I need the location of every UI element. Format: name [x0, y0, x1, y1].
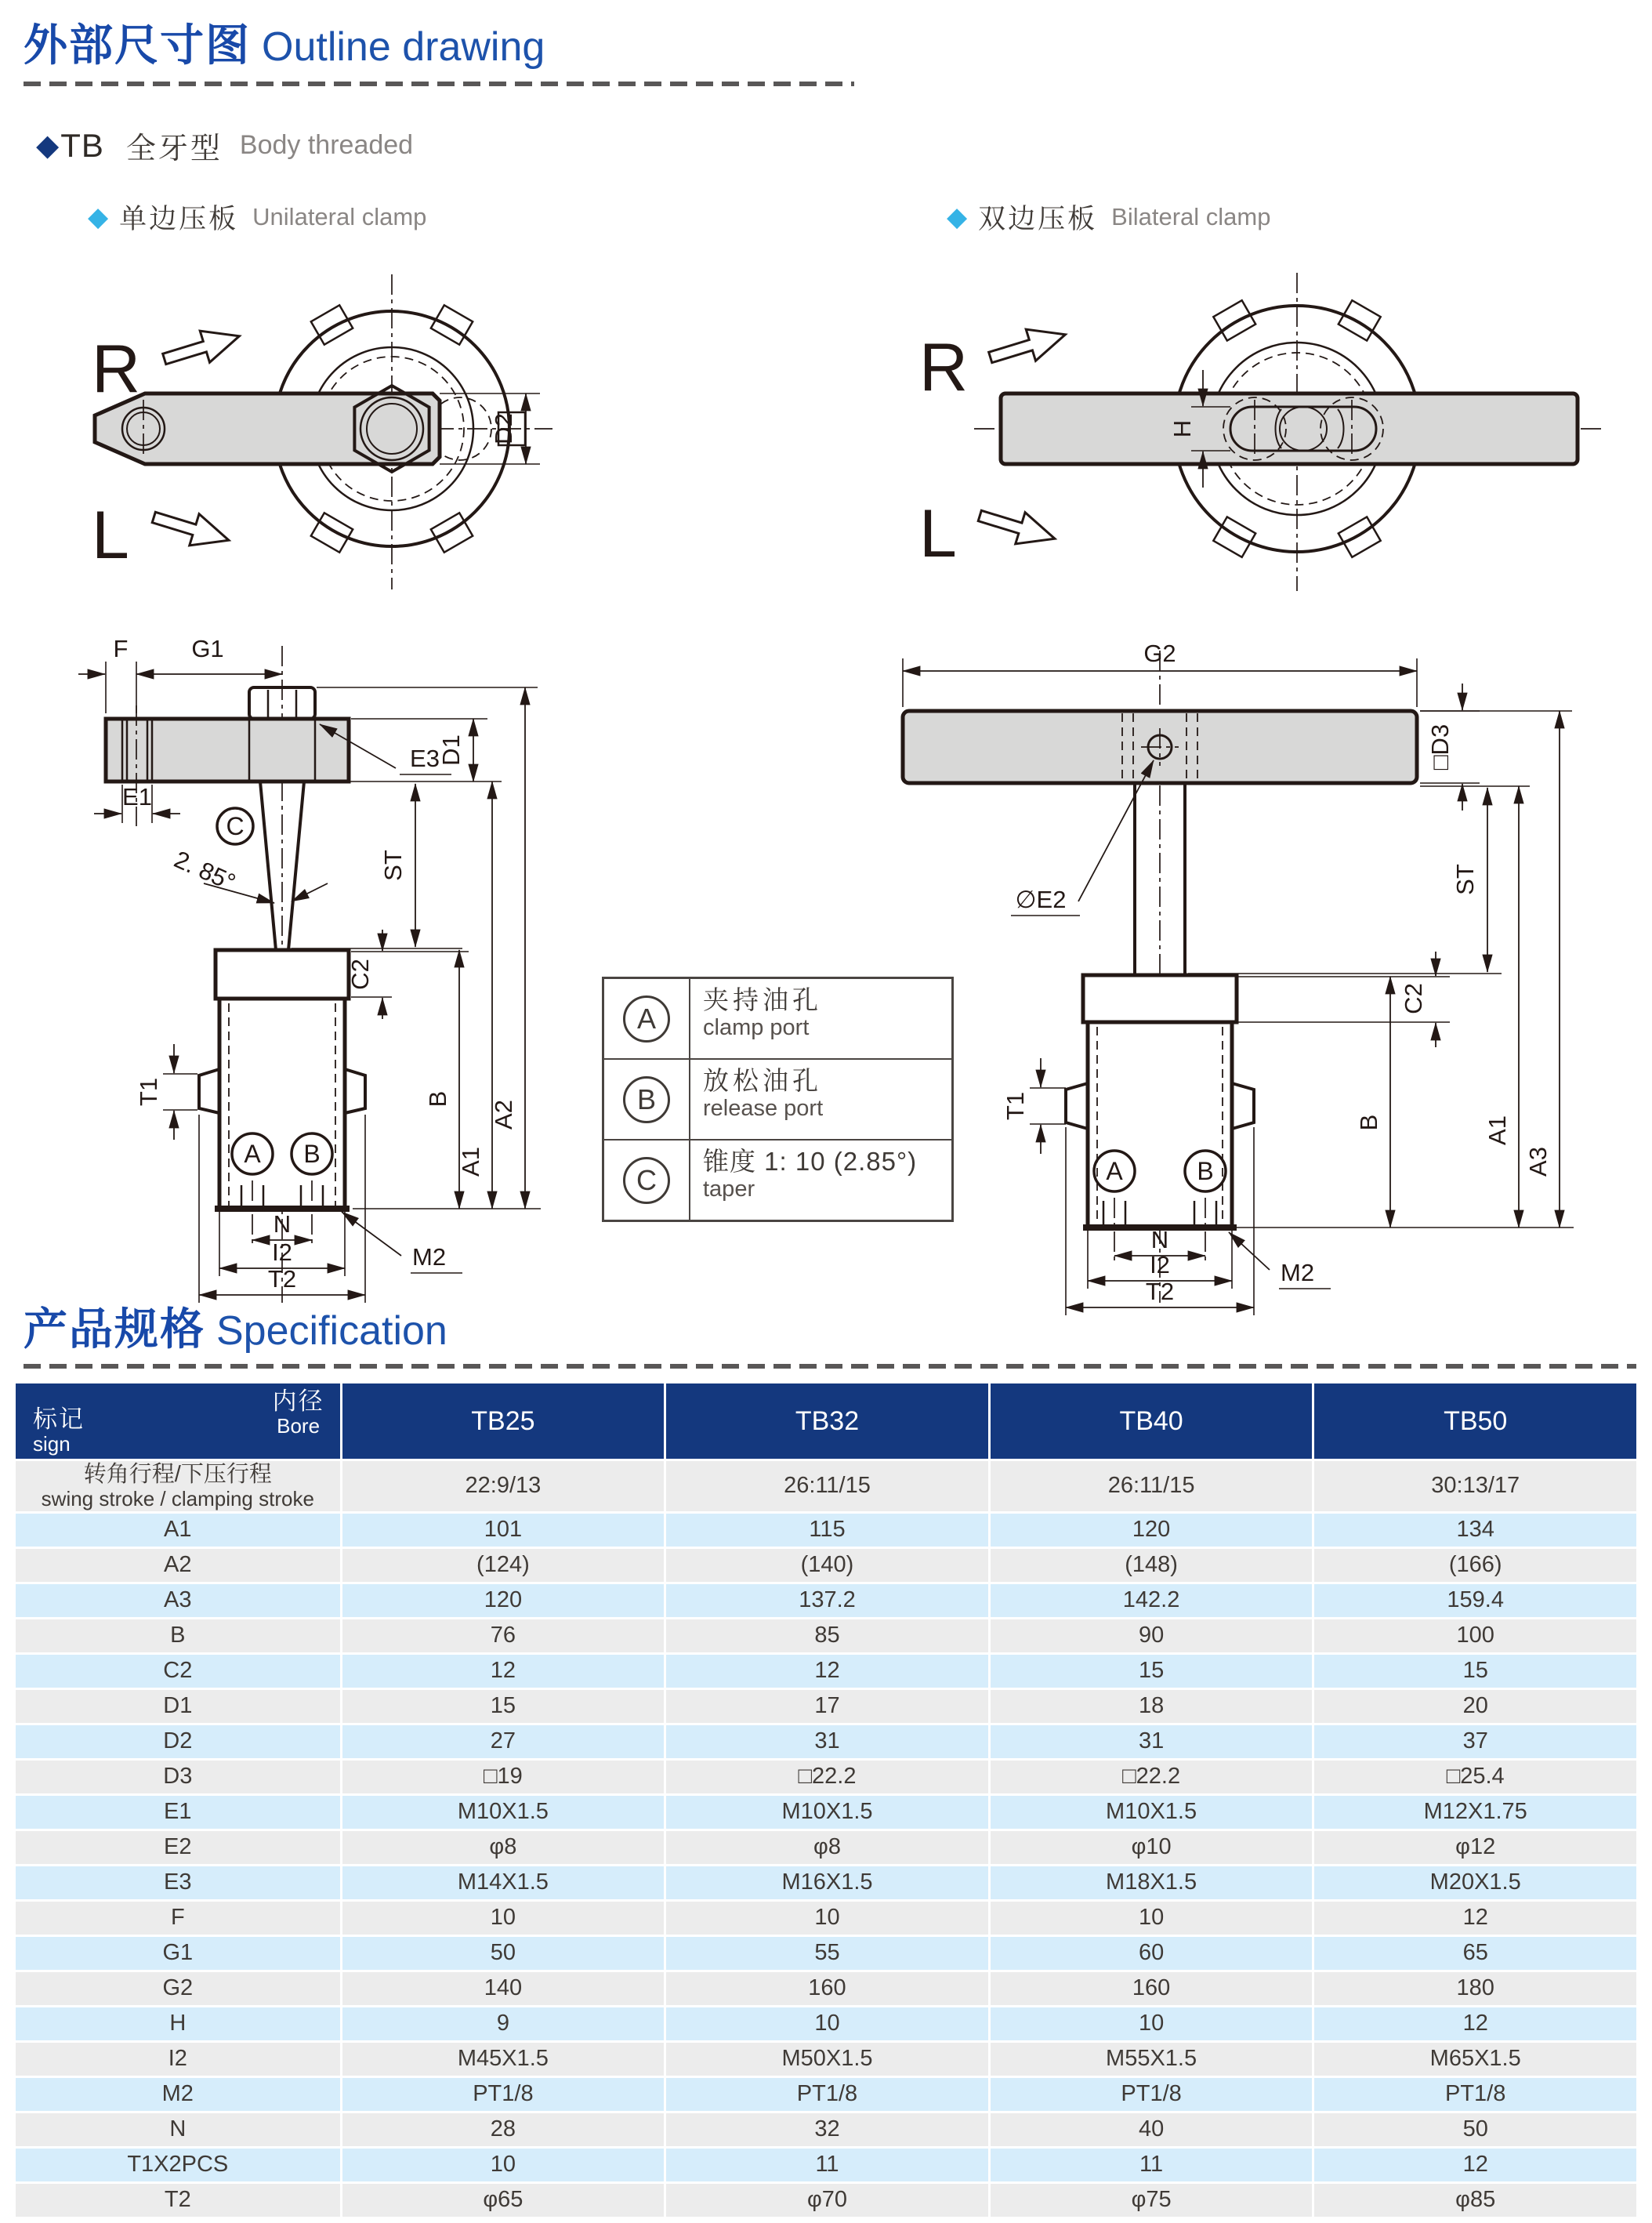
cell-value: 160 [664, 1972, 988, 2005]
title-dashed-rule [24, 82, 854, 86]
spec-row-d1 [16, 1690, 1636, 1723]
dim-label-t2: T2 [1145, 1278, 1175, 1305]
spec-title-zh: 产品规格 [24, 1304, 205, 1354]
row-label: M2 [16, 2078, 340, 2111]
unilateral-top-view-drawing [43, 260, 560, 601]
row-label: N [16, 2113, 340, 2146]
spec-table-header [16, 1383, 1636, 1459]
cell-value: M65X1.5 [1312, 2043, 1636, 2076]
cell-value: 159.4 [1312, 1584, 1636, 1617]
port-b-label: B [1197, 1157, 1214, 1185]
cell-value: 90 [988, 1619, 1313, 1652]
arrow-left-rotation-icon [975, 500, 1060, 554]
dim-label-d2: D2 [490, 413, 517, 444]
cell-value: M10X1.5 [988, 1796, 1313, 1829]
dimension-d3 [1420, 684, 1480, 811]
corner-bore-zh: 内径 [272, 1387, 324, 1415]
label-m2-leader [342, 1212, 462, 1273]
cell-value: M18X1.5 [988, 1866, 1313, 1899]
dimension-e1 [94, 783, 180, 823]
variant-unilateral-en: Unilateral clamp [252, 203, 427, 230]
spec-row-i2 [16, 2043, 1636, 2076]
dim-label-e2: ∅E2 [1015, 886, 1067, 913]
dimension-t1 [1002, 1058, 1066, 1154]
cell-value: 28 [340, 2113, 665, 2146]
spec-row-d2 [16, 1725, 1636, 1758]
row-label: G1 [16, 1937, 340, 1970]
spec-row-m2 [16, 2078, 1636, 2111]
row-label: D3 [16, 1761, 340, 1793]
row-label: A1 [16, 1514, 340, 1547]
cell-value: 10 [340, 1902, 665, 1935]
cell-value: (140) [664, 1549, 988, 1582]
cell-value: 180 [1312, 1972, 1636, 2005]
cell-value: 10 [664, 1902, 988, 1935]
series-name-zh: 全牙型 [125, 132, 223, 165]
direction-label-r: R [919, 330, 969, 405]
outline-title-zh: 外部尺寸图 [24, 20, 251, 70]
spec-row-b [16, 1619, 1636, 1652]
port-legend-table [602, 977, 954, 1222]
dim-label-e1: E1 [122, 783, 152, 811]
spec-row-g1 [16, 1937, 1636, 1970]
taper-callout [170, 808, 328, 903]
cell-value: 11 [664, 2149, 988, 2181]
cell-value: 32 [664, 2113, 988, 2146]
cell-value: M10X1.5 [340, 1796, 665, 1829]
cell-value: 15 [988, 1655, 1313, 1688]
dim-label-d3: □D3 [1426, 723, 1454, 771]
dim-label-g2: G2 [1143, 640, 1176, 667]
spec-corner-cell [16, 1383, 340, 1459]
row-label: C2 [16, 1655, 340, 1688]
cell-value: 30:13/17 [1312, 1461, 1636, 1511]
legend-key-b: B [623, 1076, 670, 1123]
cell-value: 26:11/15 [664, 1461, 988, 1511]
cell-value: □25.4 [1312, 1761, 1636, 1793]
cell-value: 12 [1312, 1902, 1636, 1935]
cell-value: PT1/8 [1312, 2078, 1636, 2111]
cell-value: φ75 [988, 2184, 1313, 2217]
row-label: D1 [16, 1690, 340, 1723]
cell-value: 85 [664, 1619, 988, 1652]
spec-row-a3 [16, 1584, 1636, 1617]
dim-label-n: N [273, 1210, 292, 1238]
specification-table [16, 1383, 1636, 2219]
legend-row-clamp-port [604, 979, 951, 1060]
cell-value: M20X1.5 [1312, 1866, 1636, 1899]
cell-value: φ65 [340, 2184, 665, 2217]
cell-value: 26:11/15 [988, 1461, 1313, 1511]
dim-label-a1: A1 [457, 1147, 484, 1177]
dim-label-t1: T1 [1002, 1091, 1029, 1121]
cell-value: 31 [988, 1725, 1313, 1758]
corner-bore-en: Bore [277, 1414, 321, 1438]
variant-bilateral-zh: 双边压板 [978, 204, 1098, 234]
cell-value: 18 [988, 1690, 1313, 1723]
legend-zh: 锥度 1: 10 (2.85°) [703, 1147, 918, 1176]
dimension-c2 [346, 930, 469, 1019]
column-header-tb25: TB25 [340, 1383, 665, 1459]
cell-value: 120 [988, 1514, 1313, 1547]
dim-label-a2: A2 [490, 1100, 517, 1130]
cell-value: 12 [1312, 2007, 1636, 2040]
arrow-left-rotation-icon [149, 502, 234, 556]
dimension-n [252, 1210, 312, 1240]
cell-value: M55X1.5 [988, 2043, 1313, 2076]
cell-value: 12 [664, 1655, 988, 1688]
dim-label-b: B [1355, 1114, 1382, 1131]
dimension-st [292, 784, 462, 948]
dim-label-a3: A3 [1524, 1147, 1552, 1177]
cell-value: PT1/8 [988, 2078, 1313, 2111]
cell-value: 101 [340, 1514, 665, 1547]
cell-value: 60 [988, 1937, 1313, 1970]
dim-label-st: ST [1451, 864, 1479, 895]
dimension-b [353, 950, 541, 1209]
variant-bilateral-label [947, 198, 1270, 237]
cell-value: 10 [988, 1902, 1313, 1935]
cell-value: 100 [1312, 1619, 1636, 1652]
taper-angle-label: 2. 85° [170, 845, 240, 897]
cell-value: PT1/8 [340, 2078, 665, 2111]
legend-row-release-port [604, 1060, 951, 1141]
cell-value: 37 [1312, 1725, 1636, 1758]
cell-value: φ8 [664, 1831, 988, 1864]
legend-row-taper [604, 1141, 951, 1220]
spec-row-t2 [16, 2184, 1636, 2217]
cell-value: 17 [664, 1690, 988, 1723]
spec-section-title [24, 1295, 447, 1358]
cell-value: 140 [340, 1972, 665, 2005]
variant-bilateral-en: Bilateral clamp [1111, 203, 1271, 230]
legend-en: release port [703, 1095, 824, 1121]
cylinder-body [199, 950, 365, 1209]
cell-value: (124) [340, 1549, 665, 1582]
port-b-label: B [303, 1140, 321, 1168]
diamond-icon: ◆ [88, 202, 109, 232]
legend-zh: 放松油孔 [703, 1066, 822, 1095]
spec-row-n [16, 2113, 1636, 2146]
cell-value: PT1/8 [664, 2078, 988, 2111]
spec-row-e3 [16, 1866, 1636, 1899]
row-label: E3 [16, 1866, 340, 1899]
row-label: D2 [16, 1725, 340, 1758]
legend-en: taper [703, 1176, 755, 1202]
cell-value: 137.2 [664, 1584, 988, 1617]
dim-label-a1: A1 [1484, 1115, 1511, 1145]
column-header-tb50: TB50 [1312, 1383, 1636, 1459]
dimension-b [1355, 977, 1390, 1228]
cell-value: φ70 [664, 2184, 988, 2217]
row-label: A2 [16, 1549, 340, 1582]
cell-value: 20 [1312, 1690, 1636, 1723]
cell-value: 50 [340, 1937, 665, 1970]
spec-row-c2 [16, 1655, 1636, 1688]
dimension-f-g1 [78, 635, 282, 713]
cell-value: 22:9/13 [340, 1461, 665, 1511]
dim-label-h: H [1168, 419, 1196, 438]
row-label: F [16, 1902, 340, 1935]
row-label: H [16, 2007, 340, 2040]
spec-title-en: Specification [216, 1308, 447, 1354]
direction-label-l: L [919, 496, 957, 571]
port-a-label: A [1106, 1157, 1123, 1185]
spec-row-a2 [16, 1549, 1636, 1582]
legend-en: clamp port [703, 1014, 810, 1040]
port-a-label: A [244, 1140, 261, 1168]
cell-value: φ10 [988, 1831, 1313, 1864]
cell-value: M45X1.5 [340, 2043, 665, 2076]
arrow-right-rotation-icon [160, 321, 245, 375]
row-label: T1X2PCS [16, 2149, 340, 2181]
dimension-a1 [457, 781, 492, 1209]
dim-label-g1: G1 [191, 635, 224, 662]
cell-value: 134 [1312, 1514, 1636, 1547]
cell-value: □19 [340, 1761, 665, 1793]
spec-row-e2 [16, 1831, 1636, 1864]
series-heading [36, 124, 413, 167]
variant-unilateral-label [88, 198, 426, 237]
cell-value: 11 [988, 2149, 1313, 2181]
cell-value: 15 [340, 1690, 665, 1723]
corner-sign-en: sign [33, 1432, 71, 1456]
legend-key-c: C [623, 1157, 670, 1204]
label-m2-leader [1229, 1232, 1331, 1289]
cell-value: M12X1.75 [1312, 1796, 1636, 1829]
dim-label-m2: M2 [1281, 1259, 1315, 1286]
cell-value: 115 [664, 1514, 988, 1547]
dim-label-c2: C2 [1400, 983, 1427, 1014]
dimension-t1 [135, 1044, 197, 1140]
dim-label-n: N [1150, 1226, 1169, 1253]
legend-key-a: A [623, 995, 670, 1043]
dim-label-f: F [113, 635, 129, 662]
cell-value: (148) [988, 1549, 1313, 1582]
cell-value: M50X1.5 [664, 2043, 988, 2076]
dimension-c2 [1234, 952, 1450, 1047]
clamp-bar-side [903, 711, 1417, 783]
bilateral-top-view-drawing [874, 260, 1610, 601]
taper-letter-c: C [226, 812, 245, 840]
diamond-icon: ◆ [36, 129, 60, 162]
dim-label-m2: M2 [412, 1243, 447, 1271]
dim-label-i2: I2 [1150, 1251, 1170, 1278]
unilateral-front-view-drawing [39, 613, 556, 1318]
direction-label-l: L [92, 498, 129, 573]
cell-value: 10 [988, 2007, 1313, 2040]
row-label: G2 [16, 1972, 340, 2005]
dim-label-d1: D1 [437, 734, 465, 766]
spec-row-t1x2pcs [16, 2149, 1636, 2181]
row-label: I2 [16, 2043, 340, 2076]
dim-label-c2: C2 [346, 959, 374, 990]
cell-value: 27 [340, 1725, 665, 1758]
spec-row-f [16, 1902, 1636, 1935]
cell-value: 50 [1312, 2113, 1636, 2146]
series-code: TB [60, 126, 104, 164]
cell-value: 120 [340, 1584, 665, 1617]
arrow-right-rotation-icon [986, 319, 1071, 373]
spec-row-e1 [16, 1796, 1636, 1829]
spec-row-a1 [16, 1514, 1636, 1547]
row-label: B [16, 1619, 340, 1652]
cell-value: M16X1.5 [664, 1866, 988, 1899]
dimension-a3 [1420, 711, 1572, 1228]
dim-label-e3: E3 [410, 745, 440, 772]
series-name-en: Body threaded [239, 130, 414, 160]
direction-label-r: R [92, 332, 141, 407]
row-label: E2 [16, 1831, 340, 1864]
cell-value: □22.2 [664, 1761, 988, 1793]
cell-value: 10 [340, 2149, 665, 2181]
row-label: 转角行程/下压行程 [83, 1462, 272, 1488]
cell-value: M10X1.5 [664, 1796, 988, 1829]
spec-row-d3 [16, 1761, 1636, 1793]
outline-section-title [24, 11, 545, 74]
cell-value: 15 [1312, 1655, 1636, 1688]
spec-row-g2 [16, 1972, 1636, 2005]
dimension-st [1188, 786, 1530, 974]
cell-value: φ8 [340, 1831, 665, 1864]
dim-label-b: B [424, 1090, 451, 1108]
cell-value: 10 [664, 2007, 988, 2040]
legend-zh: 夹持油孔 [703, 985, 822, 1014]
cell-value: φ12 [1312, 1831, 1636, 1864]
variant-unilateral-zh: 单边压板 [119, 204, 239, 234]
cell-value: 12 [1312, 2149, 1636, 2181]
cylinder-body [1066, 975, 1254, 1228]
cell-value: 65 [1312, 1937, 1636, 1970]
spec-row-stroke [16, 1461, 1636, 1511]
row-label: A3 [16, 1584, 340, 1617]
column-header-tb40: TB40 [988, 1383, 1313, 1459]
cell-value: 142.2 [988, 1584, 1313, 1617]
diamond-icon: ◆ [947, 202, 968, 232]
column-header-tb32: TB32 [664, 1383, 988, 1459]
cell-value: 9 [340, 2007, 665, 2040]
dim-label-t1: T1 [135, 1077, 162, 1107]
dim-label-i2: I2 [272, 1238, 292, 1266]
spec-dashed-rule [24, 1364, 1636, 1369]
row-label-en: swing stroke / clamping stroke [41, 1486, 314, 1510]
cell-value: 160 [988, 1972, 1313, 2005]
cell-value: □22.2 [988, 1761, 1313, 1793]
row-label: T2 [16, 2184, 340, 2217]
outline-title-en: Outline drawing [262, 24, 545, 70]
cell-value: 55 [664, 1937, 988, 1970]
cell-value: 40 [988, 2113, 1313, 2146]
row-label: E1 [16, 1796, 340, 1829]
spec-row-h [16, 2007, 1636, 2040]
dim-label-t2: T2 [267, 1265, 297, 1293]
cell-value: φ85 [1312, 2184, 1636, 2217]
cell-value: M14X1.5 [340, 1866, 665, 1899]
cell-value: 12 [340, 1655, 665, 1688]
dim-label-st: ST [379, 850, 407, 881]
clamp-bar [1001, 393, 1578, 464]
cell-value: 31 [664, 1725, 988, 1758]
corner-sign-zh: 标记 [33, 1405, 85, 1434]
cell-value: 76 [340, 1619, 665, 1652]
cell-value: (166) [1312, 1549, 1636, 1582]
